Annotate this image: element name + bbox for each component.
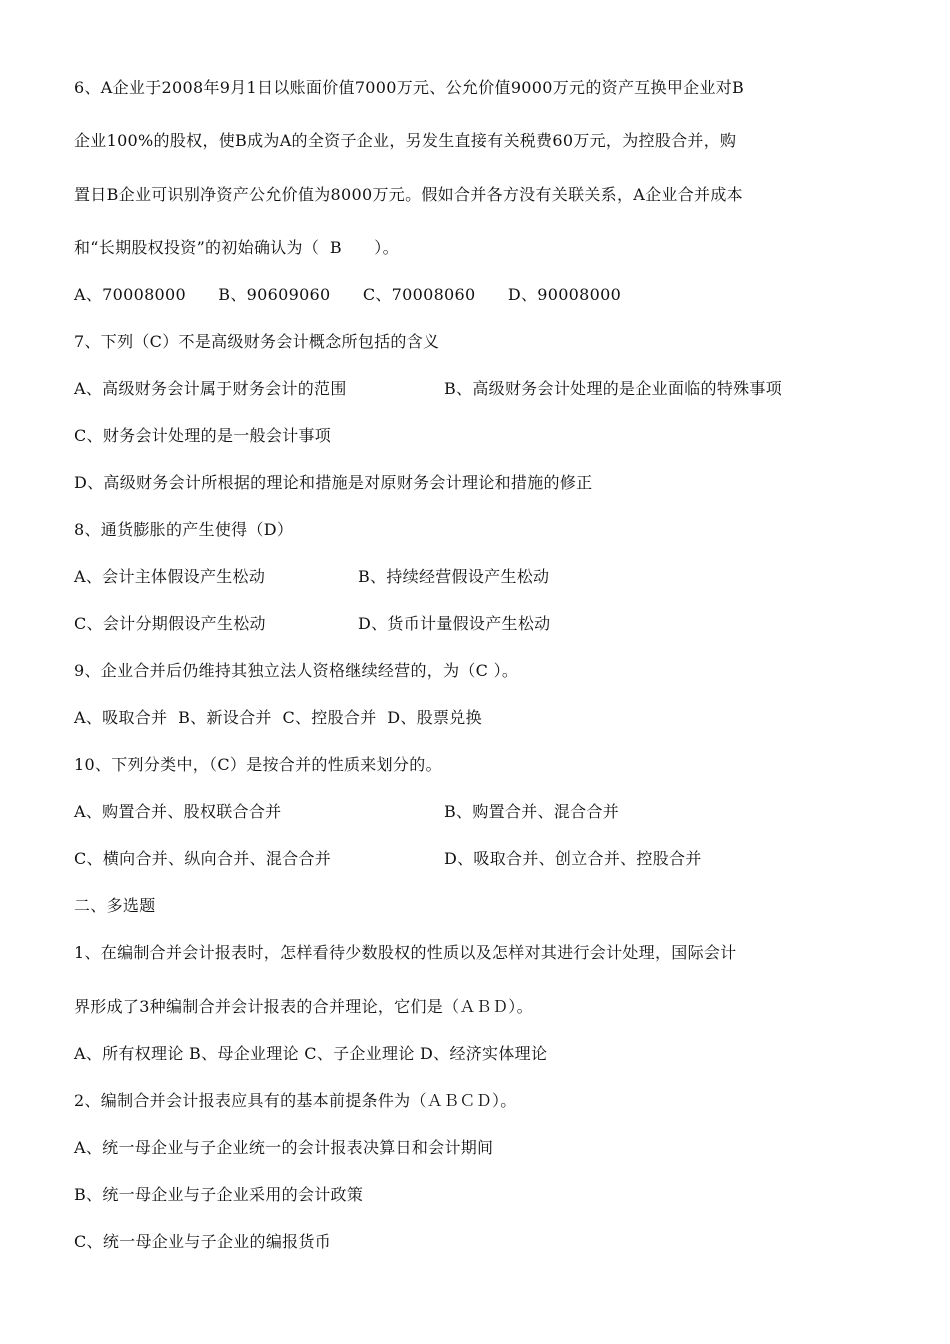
q10-option-a: A、购置合并、股权联合合并 [74,802,282,821]
q8-option-b: B、持续经营假设产生松动 [358,567,550,586]
m1-line-2: 界形成了3种编制合并会计报表的合并理论，它们是（ＡＢＤ）。 [74,997,533,1016]
q7-stem: 7、下列（C）不是高级财务会计概念所包括的含义 [74,332,440,351]
q10-option-b: B、购置合并、混合合并 [444,802,620,821]
q7-option-c: C、财务会计处理的是一般会计事项 [74,426,332,445]
q10-option-c: C、横向合并、纵向合并、混合合并 [74,849,332,868]
m2-option-a: A、统一母企业与子企业统一的会计报表决算日和会计期间 [74,1138,494,1157]
q7-option-d: D、高级财务会计所根据的理论和措施是对原财务会计理论和措施的修正 [74,473,593,492]
q7-option-b: B、高级财务会计处理的是企业面临的特殊事项 [444,379,783,398]
q10-option-d: D、吸取合并、创立合并、控股合并 [444,849,702,868]
q7-option-a: A、高级财务会计属于财务会计的范围 [74,379,347,398]
q6-line-4: 和“长期股权投资”的初始确认为（ B ）。 [74,238,399,257]
q8-option-a: A、会计主体假设产生松动 [74,567,266,586]
m2-option-c: C、统一母企业与子企业的编报货币 [74,1232,332,1251]
q10-stem: 10、下列分类中，（C）是按合并的性质来划分的。 [74,755,442,774]
section-title-multiple-choice: 二、多选题 [74,896,156,915]
q8-option-d: D、货币计量假设产生松动 [358,614,551,633]
m2-option-b: B、统一母企业与子企业采用的会计政策 [74,1185,364,1204]
m1-line-1: 1、在编制合并会计报表时，怎样看待少数股权的性质以及怎样对其进行会计处理，国际会计 [74,943,737,962]
q9-options: A、吸取合并 B、新设合并 C、控股合并 D、股票兑换 [74,708,482,727]
m2-stem: 2、编制合并会计报表应具有的基本前提条件为（ＡＢＣＤ）。 [74,1091,517,1110]
q8-option-c: C、会计分期假设产生松动 [74,614,266,633]
q6-line-3: 置日B企业可识别净资产公允价值为8000万元。假如合并各方没有关联关系，A企业合并成本 [74,185,743,204]
q6-line-1: 6、A企业于2008年9月1日以账面价值7000万元、公允价值9000万元的资产互换甲企业对B [74,78,745,97]
q6-line-2: 企业100%的股权，使B成为A的全资子企业，另发生直接有关税费60万元，为控股合并，购 [74,131,737,150]
q6-options: A、70008000 B、90609060 C、70008060 D、90008000 [74,285,622,304]
q8-stem: 8、通货膨胀的产生使得（D） [74,520,294,539]
m1-options: A、所有权理论 B、母企业理论 C、子企业理论 D、经济实体理论 [74,1044,548,1063]
q9-stem: 9、企业合并后仍维持其独立法人资格继续经营的，为（C ）。 [74,661,519,680]
